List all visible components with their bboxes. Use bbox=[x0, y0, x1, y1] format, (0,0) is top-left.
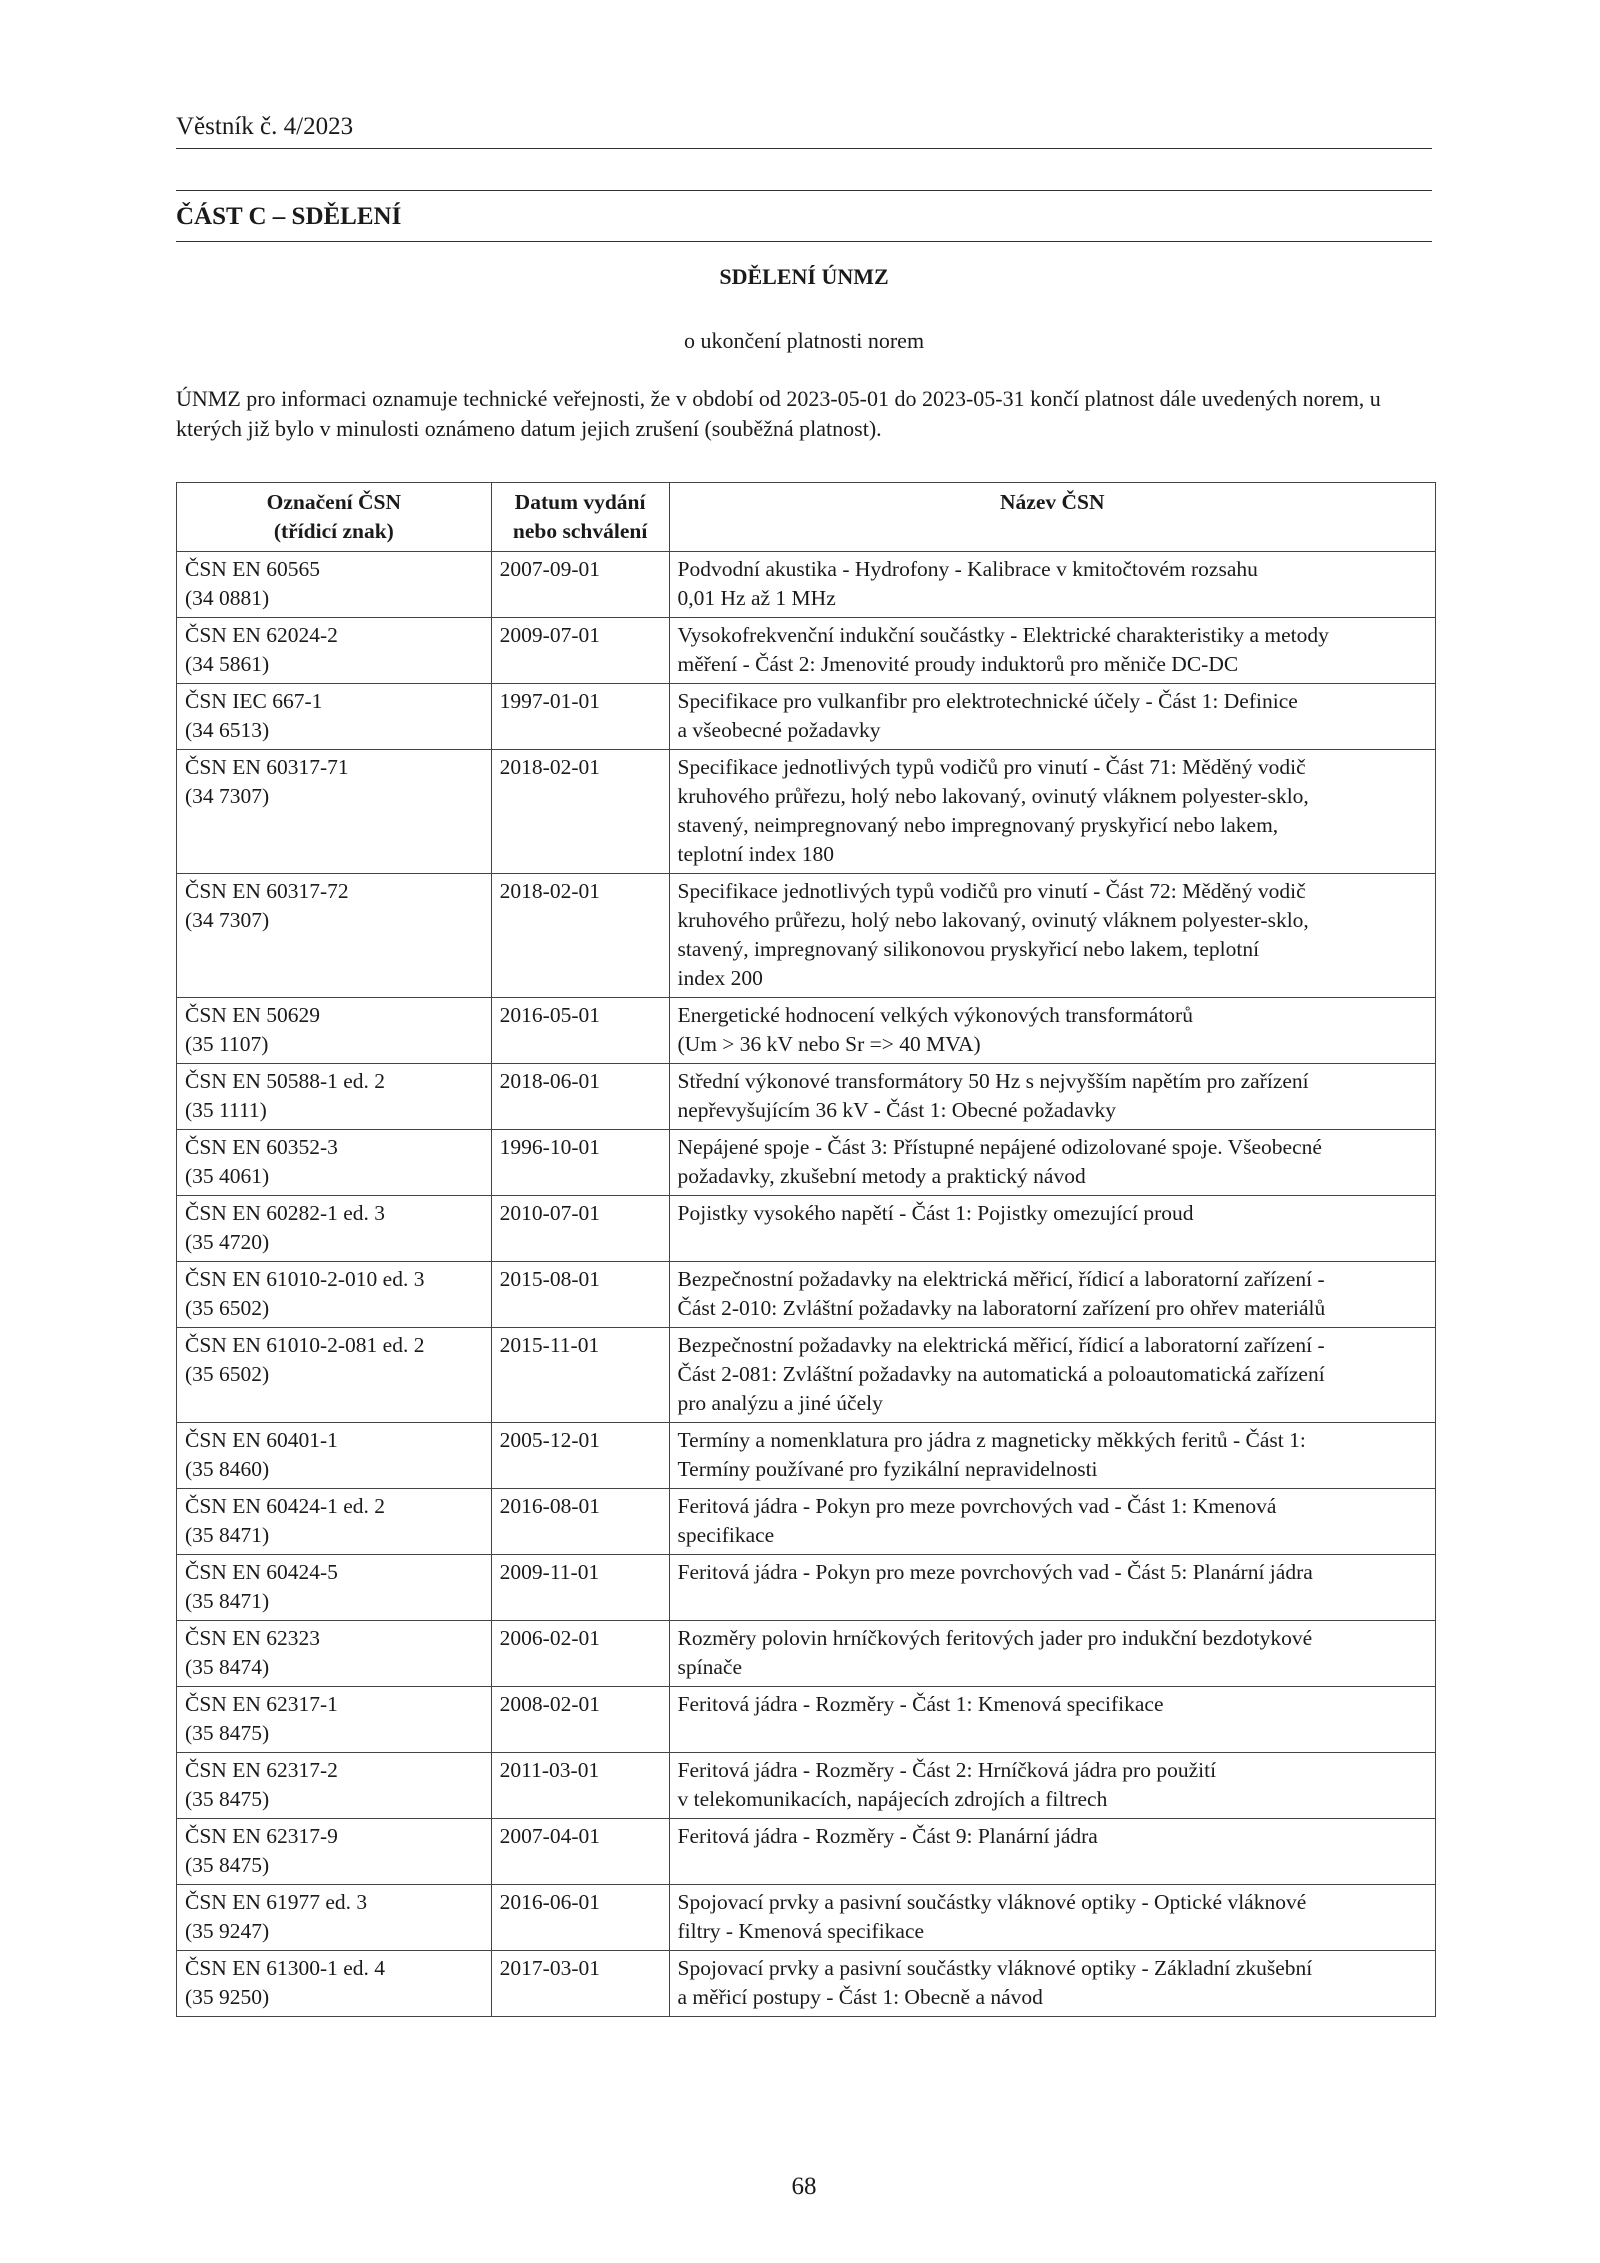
standard-code-cell bbox=[177, 1262, 492, 1328]
table-row bbox=[177, 1753, 1436, 1819]
classification-mark: (35 6502) bbox=[185, 1296, 270, 1320]
issue-date-cell bbox=[491, 1423, 669, 1489]
standard-code-cell bbox=[177, 1753, 492, 1819]
standard-name-line: a všeobecné požadavky bbox=[677, 718, 881, 742]
issue-date-cell bbox=[491, 1196, 669, 1262]
standard-name-line: 0,01 Hz až 1 MHz bbox=[677, 586, 836, 610]
table-header-row bbox=[177, 483, 1436, 552]
standard-code: ČSN EN 50588-1 ed. 2 bbox=[185, 1069, 386, 1093]
standard-name-line: Termíny používané pro fyzikální nepravidelnosti bbox=[677, 1457, 1098, 1481]
standard-name-line: Feritová jádra - Rozměry - Část 1: Kmenová specifikace bbox=[677, 1692, 1164, 1716]
standard-name-line: index 200 bbox=[677, 966, 763, 990]
table-row bbox=[177, 1423, 1436, 1489]
issue-date: 2015-08-01 bbox=[499, 1267, 600, 1291]
classification-mark: (34 7307) bbox=[185, 784, 270, 808]
standard-code: ČSN EN 50629 bbox=[185, 1003, 320, 1027]
issue-date: 2007-09-01 bbox=[499, 557, 600, 581]
standard-name-line: Termíny a nomenklatura pro jádra z magneticky měkkých feritů - Část 1: bbox=[677, 1428, 1306, 1452]
issue-date-cell bbox=[491, 1885, 669, 1951]
standard-name-cell bbox=[669, 874, 1435, 998]
standard-code-cell bbox=[177, 1130, 492, 1196]
standard-name-line: Spojovací prvky a pasivní součástky vláknové optiky - Základní zkušební bbox=[677, 1956, 1313, 1980]
issue-date: 2010-07-01 bbox=[499, 1201, 600, 1225]
classification-mark: (35 6502) bbox=[185, 1362, 270, 1386]
standard-code: ČSN EN 61010-2-010 ed. 3 bbox=[185, 1267, 425, 1291]
standard-name-line: teplotní index 180 bbox=[677, 842, 834, 866]
standard-code: ČSN EN 61300-1 ed. 4 bbox=[185, 1956, 386, 1980]
standard-name-line: Feritová jádra - Pokyn pro meze povrchových vad - Část 1: Kmenová bbox=[677, 1494, 1277, 1518]
table-row bbox=[177, 1328, 1436, 1423]
standard-code-cell bbox=[177, 1489, 492, 1555]
standard-name-line: Specifikace jednotlivých typů vodičů pro vinutí - Část 71: Měděný vodič bbox=[677, 755, 1306, 779]
standard-name-line: Specifikace jednotlivých typů vodičů pro vinutí - Část 72: Měděný vodič bbox=[677, 879, 1306, 903]
issue-date-cell bbox=[491, 1130, 669, 1196]
header-name bbox=[669, 483, 1435, 552]
standard-code: ČSN EN 61010-2-081 ed. 2 bbox=[185, 1333, 425, 1357]
standard-code-cell bbox=[177, 1621, 492, 1687]
header-code-line: Označení ČSN bbox=[266, 490, 402, 514]
header-name-line: Název ČSN bbox=[1000, 490, 1105, 514]
standard-name-line: Nepájené spoje - Část 3: Přístupné nepájené odizolované spoje. Všeobecné bbox=[677, 1135, 1322, 1159]
issue-date: 2008-02-01 bbox=[499, 1692, 600, 1716]
issue-date: 2017-03-01 bbox=[499, 1956, 600, 1980]
standard-code-cell bbox=[177, 874, 492, 998]
classification-mark: (35 9247) bbox=[185, 1919, 270, 1943]
standard-code-cell bbox=[177, 618, 492, 684]
issue-date-cell bbox=[491, 750, 669, 874]
standard-code-cell bbox=[177, 1951, 492, 2017]
issue-date-cell bbox=[491, 684, 669, 750]
classification-mark: (35 4720) bbox=[185, 1230, 270, 1254]
standard-code: ČSN EN 60565 bbox=[185, 557, 320, 581]
standard-name-line: v telekomunikacích, napájecích zdrojích a filtrech bbox=[677, 1787, 1108, 1811]
standard-name-line: Rozměry polovin hrníčkových feritových jader pro indukční bezdotykové bbox=[677, 1626, 1313, 1650]
standard-name-line: Feritová jádra - Rozměry - Část 9: Planární jádra bbox=[677, 1824, 1098, 1848]
issue-date-cell bbox=[491, 998, 669, 1064]
table-row bbox=[177, 1262, 1436, 1328]
classification-mark: (34 5861) bbox=[185, 652, 270, 676]
issue-date-cell bbox=[491, 618, 669, 684]
standard-code: ČSN EN 61977 ed. 3 bbox=[185, 1890, 368, 1914]
table-row bbox=[177, 1819, 1436, 1885]
standard-name-line: Specifikace pro vulkanfibr pro elektrotechnické účely - Část 1: Definice bbox=[677, 689, 1298, 713]
standard-code-cell bbox=[177, 1687, 492, 1753]
standard-name-cell bbox=[669, 1753, 1435, 1819]
standard-code-cell bbox=[177, 1064, 492, 1130]
standard-name-line: Energetické hodnocení velkých výkonových transformátorů bbox=[677, 1003, 1193, 1027]
classification-mark: (35 8471) bbox=[185, 1523, 270, 1547]
table-row bbox=[177, 1196, 1436, 1262]
issue-date: 2016-06-01 bbox=[499, 1890, 600, 1914]
table-row bbox=[177, 998, 1436, 1064]
standard-code: ČSN EN 60401-1 bbox=[185, 1428, 338, 1452]
classification-mark: (34 6513) bbox=[185, 718, 270, 742]
table-row bbox=[177, 1064, 1436, 1130]
journal-header bbox=[176, 112, 1432, 149]
standard-code-cell bbox=[177, 998, 492, 1064]
standard-code: ČSN IEC 667-1 bbox=[185, 689, 323, 713]
classification-mark: (35 8475) bbox=[185, 1721, 270, 1745]
issue-date-cell bbox=[491, 552, 669, 618]
standard-name-line: Podvodní akustika - Hydrofony - Kalibrace v kmitočtovém rozsahu bbox=[677, 557, 1258, 581]
standard-name-cell bbox=[669, 552, 1435, 618]
issue-date-cell bbox=[491, 1555, 669, 1621]
classification-mark: (35 1107) bbox=[185, 1032, 269, 1056]
standard-code: ČSN EN 62317-9 bbox=[185, 1824, 338, 1848]
table-row bbox=[177, 552, 1436, 618]
standard-name-line: měření - Část 2: Jmenovité proudy induktorů pro měniče DC-DC bbox=[677, 652, 1239, 676]
classification-mark: (34 0881) bbox=[185, 586, 270, 610]
standard-code: ČSN EN 60352-3 bbox=[185, 1135, 338, 1159]
standard-name-cell bbox=[669, 1621, 1435, 1687]
standard-name-line: kruhového průřezu, holý nebo lakovaný, ovinutý vláknem polyester-sklo, bbox=[677, 784, 1309, 808]
issue-date-cell bbox=[491, 1328, 669, 1423]
table-row bbox=[177, 1489, 1436, 1555]
journal-title: Věstník č. 4/2023 bbox=[176, 113, 354, 140]
standard-name-cell bbox=[669, 1951, 1435, 2017]
section-title: ČÁST C – SDĚLENÍ bbox=[176, 190, 1432, 242]
page-number: 68 bbox=[791, 2173, 817, 2200]
issue-date: 1997-01-01 bbox=[499, 689, 600, 713]
standard-code-cell bbox=[177, 1423, 492, 1489]
classification-mark: (35 4061) bbox=[185, 1164, 270, 1188]
issue-date-cell bbox=[491, 1064, 669, 1130]
standard-name-cell bbox=[669, 1196, 1435, 1262]
standard-name-line: stavený, neimpregnovaný nebo impregnovaný pryskyřicí nebo lakem, bbox=[677, 813, 1279, 837]
table-row bbox=[177, 1951, 1436, 2017]
issue-date-cell bbox=[491, 1687, 669, 1753]
classification-mark: (35 9250) bbox=[185, 1985, 270, 2009]
issue-date: 2009-11-01 bbox=[499, 1560, 600, 1584]
notice-intro: ÚNMZ pro informaci oznamuje technické veřejnosti, že v období od 2023-05-01 do 2023-05-31 končí platnost dále uvedených norem, u kterých již bylo v minulosti oznámeno datum jejich zrušení (souběžná platnost). bbox=[176, 386, 1381, 441]
standard-code-cell bbox=[177, 552, 492, 618]
standard-code: ČSN EN 62317-2 bbox=[185, 1758, 338, 1782]
standard-code-cell bbox=[177, 1885, 492, 1951]
standard-name-cell bbox=[669, 1064, 1435, 1130]
standard-name-cell bbox=[669, 1819, 1435, 1885]
issue-date: 2018-06-01 bbox=[499, 1069, 600, 1093]
standard-code: ČSN EN 60424-1 ed. 2 bbox=[185, 1494, 386, 1518]
classification-mark: (35 8474) bbox=[185, 1655, 270, 1679]
standard-code-cell bbox=[177, 1555, 492, 1621]
standard-name-line: Bezpečnostní požadavky na elektrická měřicí, řídicí a laboratorní zařízení - bbox=[677, 1267, 1325, 1291]
standard-name-cell bbox=[669, 1423, 1435, 1489]
issue-date-cell bbox=[491, 1951, 669, 2017]
standard-name-line: pro analýzu a jiné účely bbox=[677, 1391, 883, 1415]
issue-date: 2018-02-01 bbox=[499, 755, 600, 779]
issue-date: 2016-05-01 bbox=[499, 1003, 600, 1027]
standard-name-cell bbox=[669, 1328, 1435, 1423]
issue-date-cell bbox=[491, 1489, 669, 1555]
standard-code-cell bbox=[177, 750, 492, 874]
issue-date: 2015-11-01 bbox=[499, 1333, 600, 1357]
standard-name-line: kruhového průřezu, holý nebo lakovaný, ovinutý vláknem polyester-sklo, bbox=[677, 908, 1309, 932]
standard-name-line: Vysokofrekvenční indukční součástky - Elektrické charakteristiky a metody bbox=[677, 623, 1329, 647]
standard-name-line: Část 2-010: Zvláštní požadavky na laboratorní zařízení pro ohřev materiálů bbox=[677, 1296, 1326, 1320]
standard-name-line: Část 2-081: Zvláštní požadavky na automatická a poloautomatická zařízení bbox=[677, 1362, 1325, 1386]
standard-code: ČSN EN 60317-72 bbox=[185, 879, 349, 903]
standard-code: ČSN EN 62323 bbox=[185, 1626, 320, 1650]
issue-date: 2018-02-01 bbox=[499, 879, 600, 903]
standard-name-line: stavený, impregnovaný silikonovou pryskyřicí nebo lakem, teplotní bbox=[677, 937, 1260, 961]
table-body bbox=[177, 552, 1436, 2017]
table-row bbox=[177, 1130, 1436, 1196]
issue-date: 2007-04-01 bbox=[499, 1824, 600, 1848]
header-code-line: (třídicí znak) bbox=[273, 519, 394, 543]
standard-code-cell bbox=[177, 1819, 492, 1885]
table-row bbox=[177, 750, 1436, 874]
issue-date: 2005-12-01 bbox=[499, 1428, 600, 1452]
header-code bbox=[177, 483, 492, 552]
standard-code: ČSN EN 62317-1 bbox=[185, 1692, 338, 1716]
standard-name-cell bbox=[669, 1555, 1435, 1621]
standard-name-line: a měřicí postupy - Část 1: Obecně a návod bbox=[677, 1985, 1043, 2009]
table-row bbox=[177, 874, 1436, 998]
standard-code: ČSN EN 60282-1 ed. 3 bbox=[185, 1201, 386, 1225]
table-row bbox=[177, 1687, 1436, 1753]
standard-name-line: Střední výkonové transformátory 50 Hz s nejvyšším napětím pro zařízení bbox=[677, 1069, 1309, 1093]
table-row bbox=[177, 618, 1436, 684]
classification-mark: (35 8475) bbox=[185, 1853, 270, 1877]
table-row bbox=[177, 1621, 1436, 1687]
issue-date: 2011-03-01 bbox=[499, 1758, 600, 1782]
standards-table bbox=[176, 482, 1436, 2017]
standard-name-line: Feritová jádra - Pokyn pro meze povrchových vad - Část 5: Planární jádra bbox=[677, 1560, 1313, 1584]
table-row bbox=[177, 1555, 1436, 1621]
standard-code: ČSN EN 60317-71 bbox=[185, 755, 349, 779]
header-date-line: Datum vydání bbox=[514, 490, 646, 514]
header-date bbox=[491, 483, 669, 552]
standard-name-line: Spojovací prvky a pasivní součástky vláknové optiky - Optické vláknové bbox=[677, 1890, 1307, 1914]
standard-name-cell bbox=[669, 1885, 1435, 1951]
standard-name-line: filtry - Kmenová specifikace bbox=[677, 1919, 925, 1943]
issue-date: 1996-10-01 bbox=[499, 1135, 600, 1159]
standard-name-cell bbox=[669, 1130, 1435, 1196]
issue-date-cell bbox=[491, 1262, 669, 1328]
issue-date-cell bbox=[491, 1819, 669, 1885]
classification-mark: (34 7307) bbox=[185, 908, 270, 932]
standard-name-cell bbox=[669, 1262, 1435, 1328]
issue-date: 2009-07-01 bbox=[499, 623, 600, 647]
standard-name-cell bbox=[669, 1687, 1435, 1753]
standard-name-cell bbox=[669, 750, 1435, 874]
standard-code-cell bbox=[177, 1196, 492, 1262]
standard-name-line: Feritová jádra - Rozměry - Část 2: Hrníčková jádra pro použití bbox=[677, 1758, 1217, 1782]
notice-subtitle: o ukončení platnosti norem bbox=[683, 328, 925, 353]
standard-name-line: požadavky, zkušební metody a praktický návod bbox=[677, 1164, 1086, 1188]
standard-name-cell bbox=[669, 1489, 1435, 1555]
standard-code-cell bbox=[177, 1328, 492, 1423]
table-row bbox=[177, 684, 1436, 750]
standard-name-line: Pojistky vysokého napětí - Část 1: Pojistky omezující proud bbox=[677, 1201, 1194, 1225]
standard-name-cell bbox=[669, 684, 1435, 750]
classification-mark: (35 8475) bbox=[185, 1787, 270, 1811]
classification-mark: (35 8460) bbox=[185, 1457, 270, 1481]
issue-date: 2016-08-01 bbox=[499, 1494, 600, 1518]
standard-name-line: Bezpečnostní požadavky na elektrická měřicí, řídicí a laboratorní zařízení - bbox=[677, 1333, 1325, 1357]
issue-date-cell bbox=[491, 1753, 669, 1819]
standard-name-line: (Um > 36 kV nebo Sr => 40 MVA) bbox=[677, 1032, 981, 1056]
standard-name-cell bbox=[669, 618, 1435, 684]
issue-date: 2006-02-01 bbox=[499, 1626, 600, 1650]
standard-code: ČSN EN 60424-5 bbox=[185, 1560, 338, 1584]
issue-date-cell bbox=[491, 874, 669, 998]
header-date-line: nebo schválení bbox=[512, 519, 648, 543]
notice-title: SDĚLENÍ ÚNMZ bbox=[719, 264, 889, 289]
standard-name-line: nepřevyšujícím 36 kV - Část 1: Obecné požadavky bbox=[677, 1098, 1116, 1122]
standard-name-line: spínače bbox=[677, 1655, 742, 1679]
standard-name-line: specifikace bbox=[677, 1523, 775, 1547]
standard-code-cell bbox=[177, 684, 492, 750]
table-row bbox=[177, 1885, 1436, 1951]
standard-name-cell bbox=[669, 998, 1435, 1064]
issue-date-cell bbox=[491, 1621, 669, 1687]
classification-mark: (35 8471) bbox=[185, 1589, 270, 1613]
standard-code: ČSN EN 62024-2 bbox=[185, 623, 338, 647]
classification-mark: (35 1111) bbox=[185, 1098, 267, 1122]
